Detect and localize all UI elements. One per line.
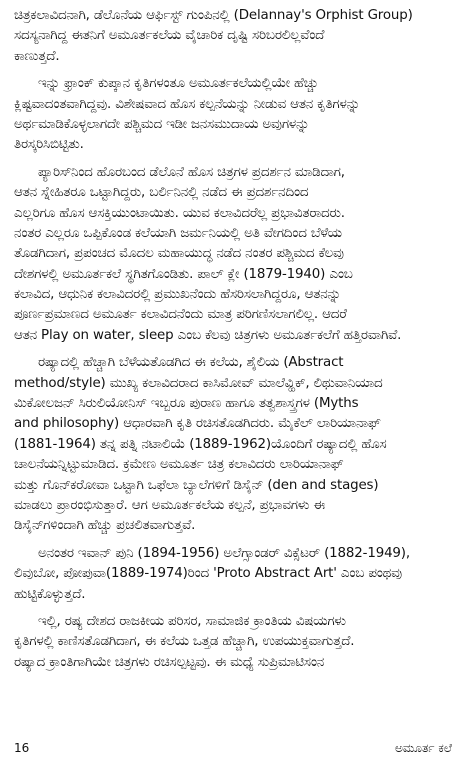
text-line: ಇಲ್ಲಿ, ರಷ್ಯ ದೇಶದ ರಾಜಕೀಯ ಪರಿಸರ, ಸಾಮಾಜಿಕ ಕ್ರಾಂತಿಯ ವಿಷಯಗಳು [38,613,346,629]
text-line: ಇನ್ನು ಫ್ರಾಂಕ್ ಕುಪ್ಕಾನ ಕೃತಿಗಳಂತೂ ಅಮೂರ್ತಕಲೆಯಲ್ಲಿಯೇ ಹೆಚ್ಚು [38,76,319,92]
text-line: ಆತನ ಸ್ನೇಹಿತರೂ ಒಟ್ಟಾಗಿದ್ದರು, ಬರ್ಲಿನಿನಲ್ಲಿ ನಡೆದ ಈ ಪ್ರದರ್ಶನದಿಂದ [14,185,309,201]
text-line: ಕಲಾವಿದ, ಆಧುನಿಕ ಕಲಾವಿದರಲ್ಲಿ ಪ್ರಮುಖನೆಂದು ಹೆಸರಿಸಲಾಗಿದ್ದರೂ, ಆತನನ್ನು [14,287,341,303]
text-line: ಡಿಸೈನ್‍ಗಳಿಂದಾಗಿ ಹೆಚ್ಚು ಪ್ರಚಲಿತವಾಗುತ್ತವೆ. [14,518,196,534]
text-line: ಕೃತಿಗಳಲ್ಲಿ ಕಾಣಿಸತೊಡಗಿದಾಗ, ಈ ಕಲೆಯ ಒತ್ತಡ ಹೆಚ್ಚಾಗಿ, ಉಪಯುಕ್ತವಾಗುತ್ತದೆ. [14,634,355,650]
paragraph-russia [14,353,460,537]
paragraph-proto-abstract [14,544,460,605]
running-title: ಅಮೂರ್ತ ಕಲೆ [394,741,452,755]
text-line: and philosophy) ಆಧಾರವಾಗಿ ಕೃತಿ ರಚಿಸತೊಡಗಿದರು. ಮೈಕೆಲ್ ಲಾರಿಯಾನಾಫ್ [14,416,381,432]
text-line: ತೊಡಗಿದಾಗ, ಪ್ರಪಂಚದ ಮೊದಲ ಮಹಾಯುದ್ಧ ನಡೆದ ನಂತರ ಪಶ್ಚಿಮದ ಕೆಲವು [14,246,344,262]
text-line: ರಷ್ಯಾದಲ್ಲಿ ಹೆಚ್ಚಾಗಿ ಬೆಳೆಯತೊಡಗಿದ ಈ ಕಲೆಯ, ಶೈಲಿಯ (Abstract [38,355,344,371]
text-line: (1881-1964) ತನ್ನ ಪತ್ನಿ ನಟಾಲಿಯೆ (1889-1962)ಯೊಂದಿಗೆ ರಷ್ಯಾದಲ್ಲಿ ಹೊಸ [14,436,387,452]
text-line: ಮಿಕೋಲಜನ್ ಸಿರುಲಿಯೋನಿಸ್ ಇಬ್ಬರೂ ಪುರಾಣ ಹಾಗೂ ತತ್ವಶಾಸ್ತ್ರಗಳ (Myths [14,396,359,412]
page-footer [14,740,452,756]
text-line: ಕಾಣುತ್ತದೆ. [14,48,60,64]
text-line: ನಂತರ ಎಲ್ಲರೂ ಒಪ್ಪಿಕೊಂಡ ಕಲೆಯಾಗಿ ಜರ್ಮನಿಯಲ್ಲಿ ಅತಿ ವೇಗದಿಂದ ಬೆಳೆಯ [14,225,342,241]
text-line: ಎಲ್ಲರಿಗೂ ಹೊಸ ಆಸಕ್ತಿಯುಂಟಾಯಿತು. ಯುವ ಕಲಾವಿದರೆಲ್ಲ ಪ್ರಭಾವಿತರಾದರು. [14,205,345,221]
text-line: ಪ್ಯಾರಿಸ್‍ನಿಂದ ಹೊರಬಂದ ಡೆಲೊನೆ ಹೊಸ ಚಿತ್ರಗಳ ಪ್ರದರ್ಶನ ಮಾಡಿದಾಗ, [38,164,345,180]
text-line: ಚಿತ್ರಕಲಾವಿದನಾಗಿ, ಡೆಲೊನೆಯ ಆರ್ಫಿಸ್ಟ್ ಗುಂಪಿನಲ್ಲಿ (Delannay's Orphist Group) [14,8,413,23]
text-line: ಮಾಡಲು ಪ್ರಾರಂಭಿಸುತ್ತಾರೆ. ಆಗ ಅಮೂರ್ತಕಲೆಯ ಕಲ್ಪನೆ, ಪ್ರಭಾವಗಳು ಈ [14,497,325,513]
text-line: ಅನಂತರ ಇವಾನ್ ಪುನಿ (1894-1956) ಅಲೆಗ್ಸಾಂಡರ್ ವಿಕ್ಸೆಟರ್ (1882-1949), [38,545,410,561]
text-line: ಅರ್ಥಮಾಡಿಕೊಳ್ಳಲಾಗದೇ ಪಶ್ಚಿಮದ ಇಡೀ ಜನಸಮುದಾಯ ಅವುಗಳನ್ನು [14,116,310,132]
text-line: ಮತ್ತು ಗೊನ್‍ಕರೋವಾ ಒಟ್ಟಾಗಿ ಒಫೆಲಾ ಬ್ಯಾಲೆಗಳಿಗೆ ಡಿಸೈನ್ (den and stages) [14,477,379,493]
text-line: ಹುಟ್ಟಿಕೊಳ್ಳುತ್ತದೆ. [14,586,86,602]
text-line: ಆತನ Play on water, sleep ಎಂಬ ಕೆಲವು ಚಿತ್ರಗಳು ಅಮೂರ್ತಕಲೆಗೆ ಹತ್ತಿರವಾಗಿವೆ. [14,327,402,343]
text-line: ರಷ್ಯಾದ ಕ್ರಾಂತಿಗಾಗಿಯೇ ಚಿತ್ರಗಳು ರಚಿಸಲ್ಪಟ್ಟವು. ಈ ಮಧ್ಯೆ ಸುಪ್ರಿಮಾಟಿಸಂನ [14,654,325,670]
text-line: ತಿರಸ್ಕರಿಸಿಬಿಟ್ಟಿತು. [14,137,84,153]
text-line: ಪೂರ್ಣಪ್ರಮಾಣದ ಅಮೂರ್ತ ಕಲಾವಿದನೆಂದು ಮಾತ್ರ ಪರಿಗಣಿಸಲಾಗಲಿಲ್ಲ. ಆದರೆ [14,307,347,323]
paragraph-orphist-group [14,6,460,67]
text-line: ಲಿವುಬೋ, ಪೋಪುವಾ(1889-1974)ರಿಂದ 'Proto Abstract Art' ಎಂಬ ಪಂಥವು [14,566,402,582]
text-line: ದೇಶಗಳಲ್ಲಿ ಅಮೂರ್ತಕಲೆ ಸ್ಥಗಿತಗೊಂಡಿತು. ಪಾಲ್ ಕ್ಲೇ (1879-1940) ಎಂಬ [14,266,353,282]
text-line: ಕ್ಲಿಷ್ಟವಾದಂತವಾಗಿದ್ದವು. ವಿಶೇಷವಾದ ಹೊಸ ಕಲ್ಪನೆಯನ್ನು ನೀಡುವ ಆತನ ಕೃತಿಗಳನ್ನು [14,96,361,112]
text-line: ಚಾಲನೆಯನ್ನಿಟ್ಟುಮಾಡಿದ. ಕ್ರಮೇಣ ಅಮೂರ್ತ ಚಿತ್ರ ಕಲಾವಿದರು ಲಾರಿಯಾನಾಫ್ [14,457,344,473]
text-line: method/style) ಮುಖ್ಯ ಕಲಾವಿದರಾದ ಕಾಸಿಮೋವ್ ಮಾಲೆವ್ಹಿಕ್, ಲಿಥುವಾನಿಯಾದ [14,375,383,391]
text-line: ಸದಸ್ಯನಾಗಿದ್ದ ಈತನಿಗೆ ಅಮೂರ್ತಕಲೆಯ ವೈಚಾರಿಕ ದೃಷ್ಟಿ ಸರಿಬರಲಿಲ್ಲವೆಂದೆ [14,28,325,44]
paragraph-kupka [14,74,460,156]
paragraph-revolution [14,612,460,673]
paragraph-delaunay-exhibition [14,163,460,347]
page-number: 16 [14,741,30,755]
